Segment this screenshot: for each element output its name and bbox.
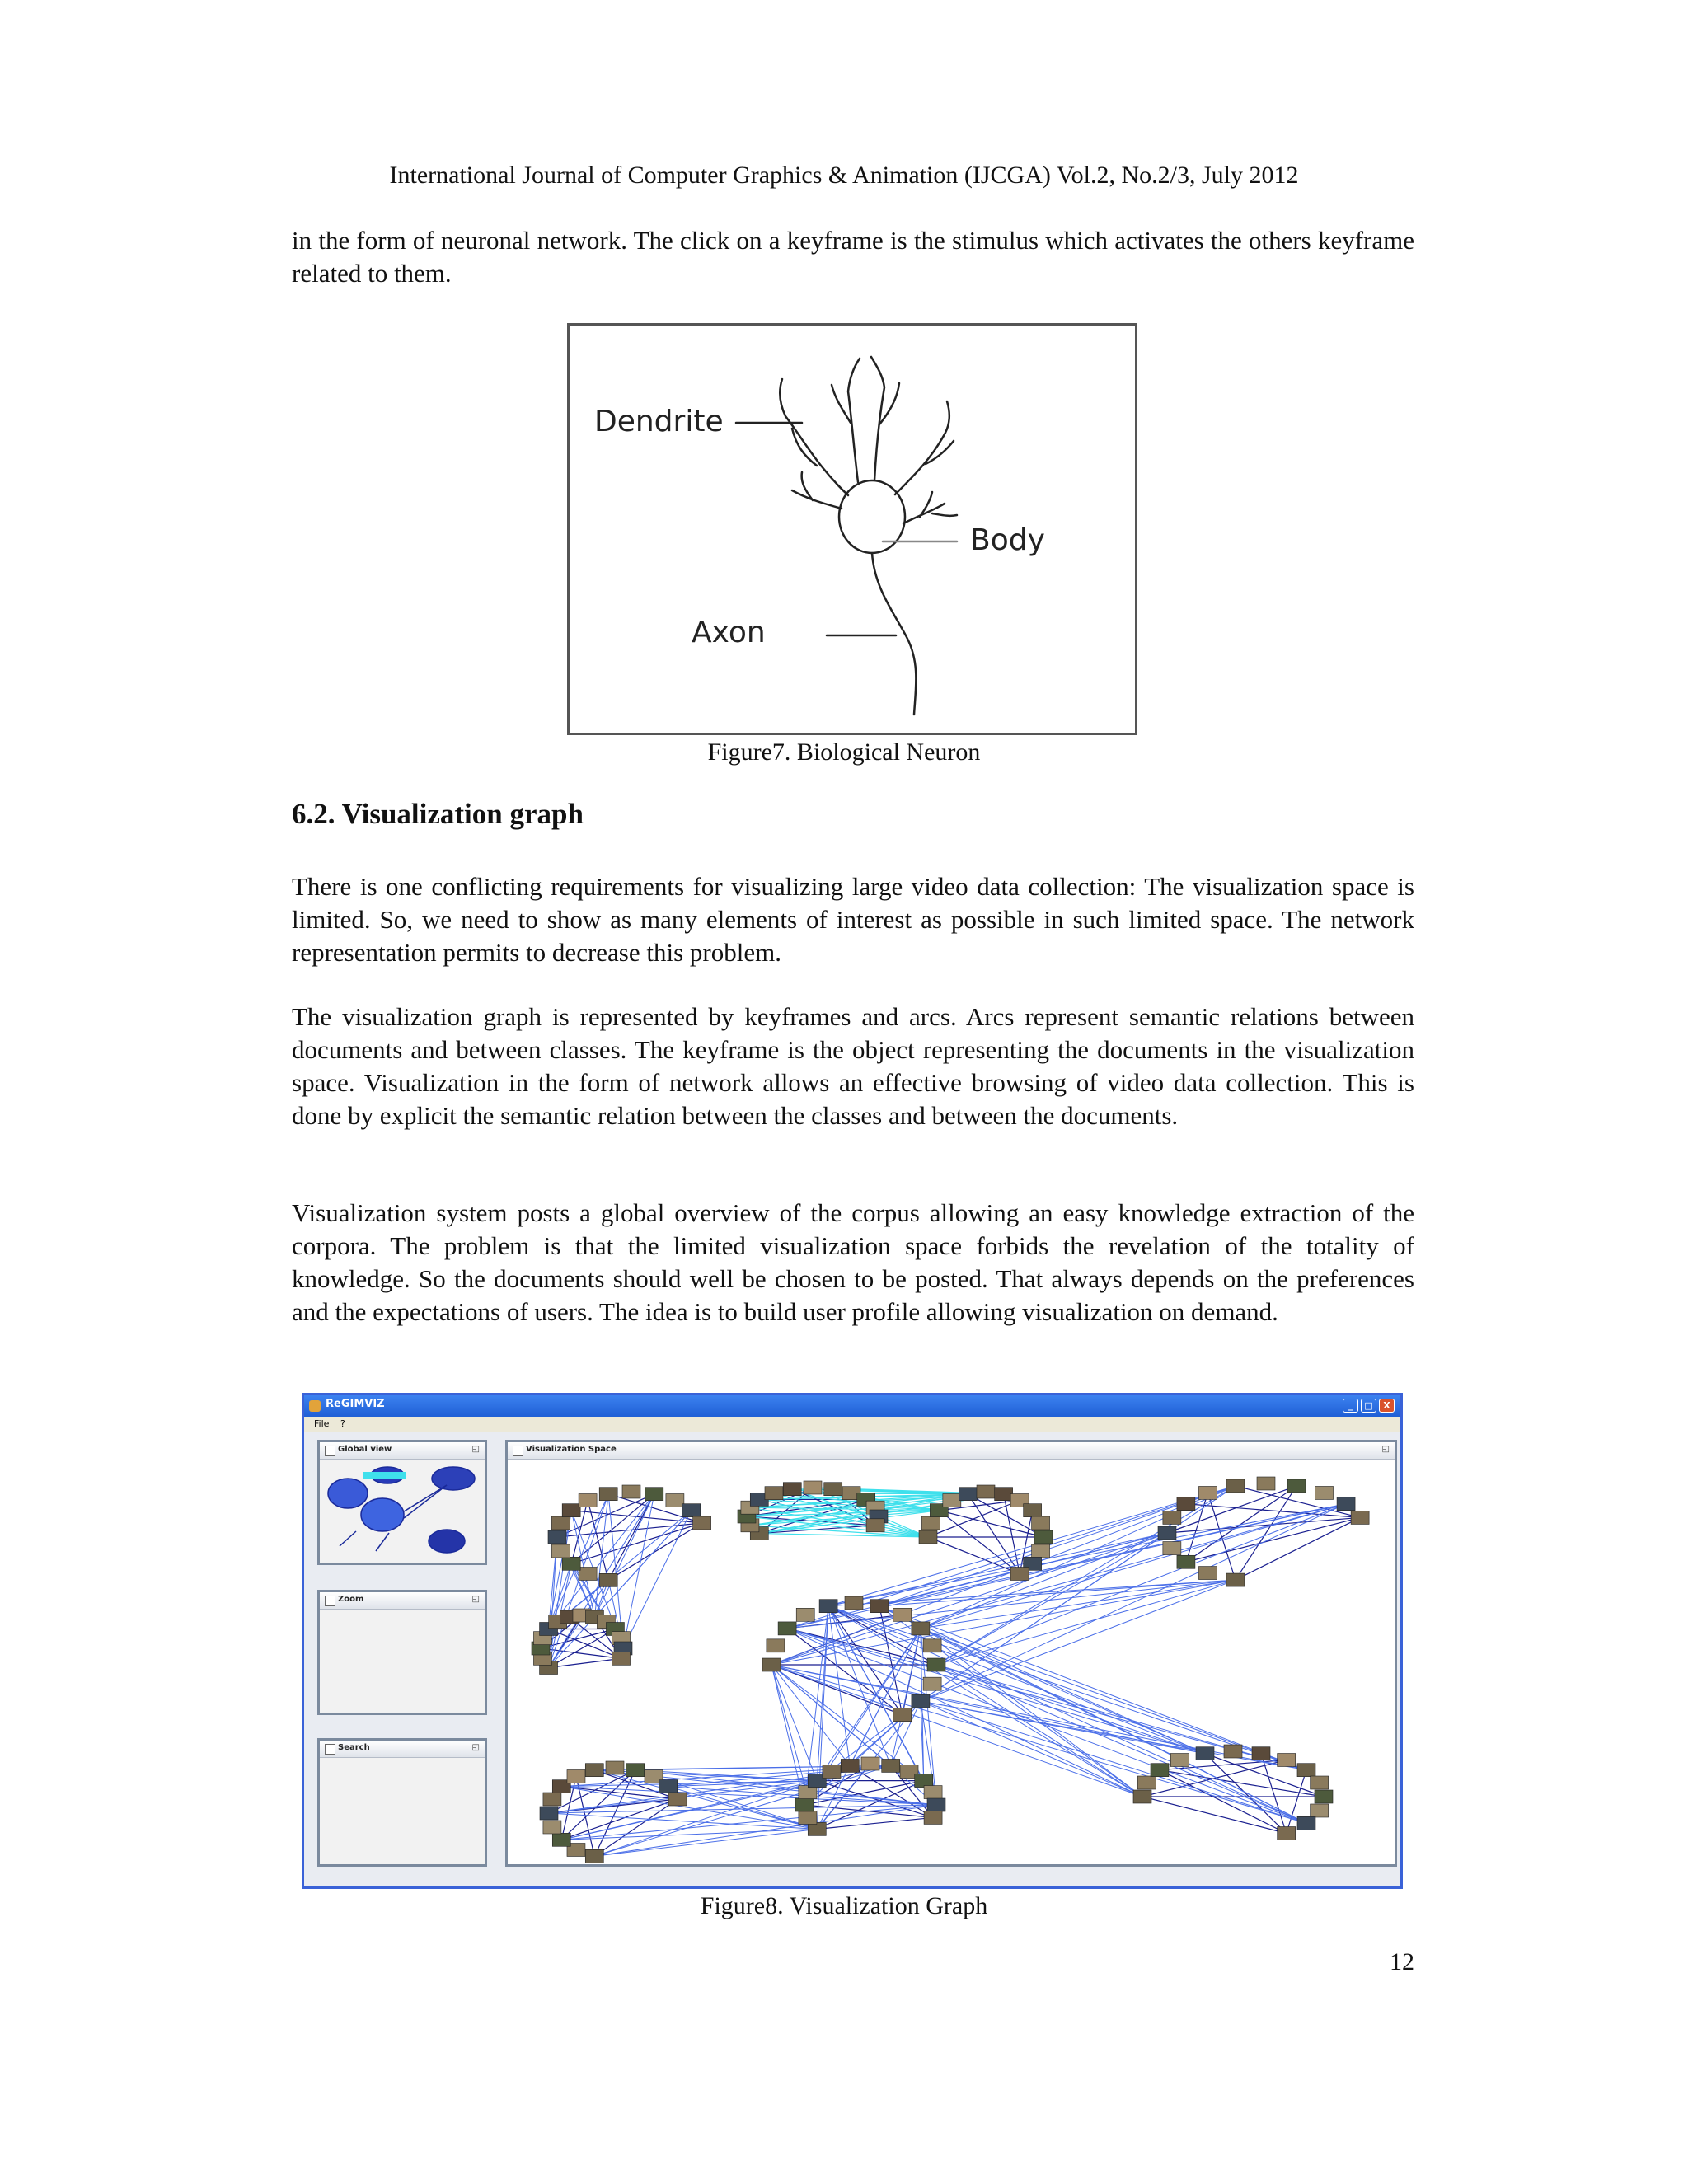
figure-7-biological-neuron bbox=[567, 323, 1137, 735]
intro-paragraph: in the form of neuronal network. The click on a keyframe is the stimulus which activates the others keyframe related to them. bbox=[292, 226, 1414, 288]
global-view-title: Global view bbox=[338, 1445, 392, 1454]
keyframe-thumbnail[interactable] bbox=[1177, 1497, 1195, 1511]
keyframe-thumbnail[interactable] bbox=[841, 1759, 859, 1772]
overview-cluster bbox=[429, 1530, 465, 1553]
panel-checkbox[interactable] bbox=[325, 1446, 335, 1456]
keyframe-thumbnail[interactable] bbox=[551, 1544, 570, 1558]
keyframe-thumbnail[interactable] bbox=[1198, 1567, 1217, 1580]
keyframe-thumbnail[interactable] bbox=[919, 1530, 937, 1544]
intra-cluster-arc bbox=[608, 1523, 701, 1580]
keyframe-thumbnail[interactable] bbox=[1252, 1747, 1270, 1760]
minimize-button[interactable]: _ bbox=[1343, 1399, 1358, 1413]
keyframe-thumbnail[interactable] bbox=[1034, 1530, 1053, 1544]
keyframe-thumbnail[interactable] bbox=[796, 1608, 814, 1621]
keyframe-thumbnail[interactable] bbox=[693, 1516, 711, 1530]
intra-cluster-arc bbox=[1236, 1517, 1360, 1580]
overview-cluster bbox=[361, 1498, 404, 1531]
keyframe-thumbnail[interactable] bbox=[1226, 1573, 1245, 1586]
keyframe-thumbnail[interactable] bbox=[668, 1793, 687, 1806]
overview-arc bbox=[404, 1485, 447, 1511]
keyframe-thumbnail[interactable] bbox=[562, 1557, 580, 1570]
inter-cluster-arc bbox=[921, 1504, 1346, 1701]
keyframe-thumbnail[interactable] bbox=[870, 1600, 889, 1613]
maximize-button[interactable]: □ bbox=[1361, 1399, 1376, 1413]
paragraph-1: There is one conflicting requirements for visualizing large video data collection: The visualization space is limited. So, we need to show as many elements of interest as possible in such limited space. The network representation permits to decrease this problem. bbox=[292, 872, 1414, 967]
keyframe-thumbnail[interactable] bbox=[921, 1516, 940, 1530]
inter-cluster-arc bbox=[787, 1629, 1306, 1823]
inter-cluster-arc bbox=[771, 1504, 1346, 1665]
dendrite-branch-3 bbox=[871, 357, 899, 480]
keyframe-thumbnail[interactable] bbox=[765, 1487, 783, 1500]
keyframe-thumbnail[interactable] bbox=[622, 1485, 640, 1498]
keyframe-thumbnail[interactable] bbox=[1163, 1511, 1181, 1524]
keyframe-thumbnail[interactable] bbox=[866, 1519, 884, 1532]
inter-cluster-arc bbox=[921, 1629, 1205, 1754]
keyframe-thumbnail[interactable] bbox=[645, 1488, 663, 1501]
keyframe-thumbnail[interactable] bbox=[543, 1793, 561, 1806]
overview-arc bbox=[376, 1533, 389, 1551]
keyframe-thumbnail[interactable] bbox=[659, 1780, 678, 1793]
keyframe-thumbnail[interactable] bbox=[1287, 1479, 1306, 1493]
keyframe-thumbnail[interactable] bbox=[682, 1504, 701, 1517]
axon-shape bbox=[872, 553, 916, 715]
inter-cluster-arc bbox=[936, 1486, 1236, 1665]
keyframe-thumbnail[interactable] bbox=[1337, 1497, 1355, 1511]
keyframe-thumbnail[interactable] bbox=[778, 1622, 796, 1635]
keyframe-thumbnail[interactable] bbox=[1032, 1544, 1050, 1558]
keyframe-thumbnail[interactable] bbox=[893, 1708, 912, 1722]
keyframe-thumbnail[interactable] bbox=[585, 1764, 603, 1777]
keyframe-thumbnail[interactable] bbox=[1226, 1479, 1245, 1493]
inter-cluster-arc bbox=[921, 1701, 1306, 1823]
keyframe-thumbnail[interactable] bbox=[783, 1483, 801, 1496]
keyframe-thumbnail[interactable] bbox=[924, 1786, 942, 1799]
app-icon bbox=[309, 1400, 321, 1412]
dendrite-branch-1 bbox=[780, 379, 848, 495]
keyframe-thumbnail[interactable] bbox=[762, 1658, 781, 1671]
keyframe-thumbnail[interactable] bbox=[819, 1600, 837, 1613]
keyframe-thumbnail[interactable] bbox=[808, 1822, 826, 1835]
maximize-icon[interactable]: ◱ bbox=[471, 1445, 480, 1454]
visualization-space-panel[interactable] bbox=[505, 1440, 1397, 1867]
maximize-icon[interactable]: ◱ bbox=[1381, 1445, 1390, 1454]
keyframe-thumbnail[interactable] bbox=[923, 1677, 941, 1690]
keyframe-thumbnail[interactable] bbox=[1351, 1511, 1369, 1524]
keyframe-thumbnail[interactable] bbox=[1158, 1526, 1176, 1540]
keyframe-thumbnail[interactable] bbox=[1024, 1504, 1042, 1517]
keyframe-thumbnail[interactable] bbox=[599, 1573, 617, 1586]
inter-cluster-arc bbox=[936, 1665, 1205, 1754]
keyframe-thumbnail[interactable] bbox=[1224, 1745, 1242, 1758]
keyframe-thumbnail[interactable] bbox=[579, 1567, 597, 1580]
figure-8-caption: Figure8. Visualization Graph bbox=[700, 1892, 988, 1919]
dendrite-branch-5 bbox=[792, 472, 842, 509]
neuron-drawing bbox=[570, 326, 1135, 733]
keyframe-thumbnail[interactable] bbox=[823, 1765, 841, 1779]
inter-cluster-arc bbox=[594, 1511, 691, 1617]
keyframe-thumbnail[interactable] bbox=[927, 1658, 945, 1671]
intra-cluster-arc bbox=[817, 1817, 933, 1829]
keyframe-thumbnail[interactable] bbox=[912, 1694, 930, 1708]
inter-cluster-arc bbox=[561, 1805, 936, 1840]
inter-cluster-arc bbox=[921, 1701, 1306, 1770]
keyframe-thumbnail[interactable] bbox=[959, 1488, 977, 1501]
dendrite-branch-4 bbox=[895, 401, 954, 494]
keyframe-thumbnail[interactable] bbox=[1278, 1754, 1296, 1767]
menu-file[interactable]: File bbox=[314, 1418, 330, 1429]
keyframe-thumbnail[interactable] bbox=[567, 1770, 585, 1783]
keyframe-thumbnail[interactable] bbox=[1315, 1486, 1334, 1499]
keyframe-thumbnail[interactable] bbox=[893, 1608, 912, 1621]
keyframe-thumbnail[interactable] bbox=[1257, 1477, 1275, 1490]
keyframe-thumbnail[interactable] bbox=[1315, 1790, 1333, 1803]
intra-cluster-arc bbox=[549, 1658, 621, 1667]
keyframe-thumbnail[interactable] bbox=[1170, 1754, 1189, 1767]
menu-help[interactable]: ? bbox=[340, 1418, 345, 1429]
panel-header bbox=[320, 1592, 485, 1610]
keyframe-thumbnail[interactable] bbox=[861, 1757, 879, 1770]
keyframe-thumbnail[interactable] bbox=[915, 1774, 933, 1788]
maximize-icon[interactable]: ◱ bbox=[471, 1743, 480, 1752]
keyframe-thumbnail[interactable] bbox=[562, 1504, 580, 1517]
intra-cluster-arc bbox=[1160, 1770, 1287, 1834]
global-view-panel[interactable] bbox=[317, 1440, 487, 1565]
menu-bar bbox=[304, 1417, 1400, 1432]
keyframe-thumbnail[interactable] bbox=[799, 1811, 817, 1824]
keyframe-thumbnail[interactable] bbox=[912, 1622, 930, 1635]
inter-cluster-arc bbox=[936, 1665, 1306, 1823]
inter-cluster-arc bbox=[936, 1665, 1142, 1797]
keyframe-thumbnail[interactable] bbox=[1032, 1516, 1050, 1530]
panel-header bbox=[320, 1741, 485, 1758]
intra-cluster-arc bbox=[549, 1629, 616, 1667]
inter-cluster-arc bbox=[817, 1606, 828, 1781]
search-title: Search bbox=[338, 1743, 370, 1752]
dendrite-branch-6 bbox=[903, 492, 957, 523]
keyframe-thumbnail[interactable] bbox=[540, 1807, 558, 1820]
dendrite-label: Dendrite bbox=[594, 405, 724, 438]
keyframe-thumbnail[interactable] bbox=[1297, 1764, 1315, 1777]
keyframe-thumbnail[interactable] bbox=[666, 1494, 684, 1507]
inter-cluster-arc bbox=[594, 1494, 654, 1617]
paragraph-2: The visualization graph is represented by keyframes and arcs. Arcs represent semantic relations between documents and between classes. The keyframe is the object representing the documents in the visualization space. Visualization in the form of network allows an effective browsing of video data collection. This is done by explicit the semantic relation between the classes and between the documents. bbox=[292, 1002, 1414, 1130]
body-label: Body bbox=[970, 523, 1045, 557]
inter-cluster-arc bbox=[879, 1504, 1346, 1606]
intra-cluster-arc bbox=[1236, 1486, 1296, 1580]
window-titlebar bbox=[304, 1395, 1400, 1417]
keyframe-thumbnail[interactable] bbox=[1311, 1776, 1329, 1789]
paragraph-3: Visualization system posts a global overview of the corpus allowing an easy knowledge extraction of the corpora. The problem is that the limited visualization space forbids the revelation of the totality of knowledge. So the documents should well be chosen to be posted. That always depends on the preferences and the expectations of users. The idea is to build user profile allowing visualization on demand. bbox=[292, 1198, 1414, 1326]
keyframe-thumbnail[interactable] bbox=[551, 1516, 570, 1530]
visualization-space-title: Visualization Space bbox=[526, 1445, 617, 1454]
keyframe-thumbnail[interactable] bbox=[1163, 1542, 1181, 1555]
keyframe-thumbnail[interactable] bbox=[927, 1798, 945, 1811]
inter-cluster-arc bbox=[549, 1813, 817, 1829]
keyframe-thumbnail[interactable] bbox=[585, 1849, 603, 1863]
keyframe-thumbnail[interactable] bbox=[767, 1639, 785, 1652]
keyframe-thumbnail[interactable] bbox=[1278, 1826, 1296, 1840]
keyframe-thumbnail[interactable] bbox=[1010, 1567, 1029, 1580]
keyframe-thumbnail[interactable] bbox=[606, 1761, 624, 1774]
keyframe-thumbnail[interactable] bbox=[924, 1811, 942, 1824]
figure-8-visualization-graph bbox=[302, 1393, 1403, 1889]
zoom-title: Zoom bbox=[338, 1595, 364, 1604]
keyframe-thumbnail[interactable] bbox=[795, 1798, 814, 1811]
inter-cluster-arc bbox=[623, 1511, 692, 1648]
inter-cluster-arc bbox=[921, 1629, 1142, 1797]
overview-cluster bbox=[328, 1479, 368, 1508]
keyframe-thumbnail[interactable] bbox=[1133, 1790, 1151, 1803]
keyframe-thumbnail[interactable] bbox=[804, 1481, 822, 1494]
dendrite-branch-2 bbox=[832, 359, 860, 482]
keyframe-thumbnail[interactable] bbox=[977, 1485, 995, 1498]
keyframe-thumbnail[interactable] bbox=[626, 1764, 645, 1777]
inter-cluster-arc bbox=[921, 1629, 1306, 1770]
intra-cluster-arc bbox=[928, 1537, 1020, 1573]
overview-arc bbox=[404, 1485, 447, 1518]
keyframe-thumbnail[interactable] bbox=[1311, 1804, 1329, 1817]
zoom-panel[interactable] bbox=[317, 1590, 487, 1715]
panel-checkbox[interactable] bbox=[513, 1446, 523, 1456]
keyframe-thumbnail[interactable] bbox=[612, 1652, 631, 1665]
intra-cluster-arc bbox=[939, 1511, 1020, 1574]
keyframe-thumbnail[interactable] bbox=[599, 1488, 617, 1501]
keyframe-thumbnail[interactable] bbox=[799, 1786, 817, 1799]
keyframe-thumbnail[interactable] bbox=[1151, 1764, 1169, 1777]
section-heading: 6.2. Visualization graph bbox=[292, 798, 584, 830]
inter-cluster-arc bbox=[921, 1580, 1236, 1629]
keyframe-thumbnail[interactable] bbox=[548, 1530, 566, 1544]
intra-cluster-arc bbox=[817, 1781, 923, 1830]
global-view-thumbnail bbox=[323, 1460, 481, 1561]
overview-cluster bbox=[432, 1467, 475, 1490]
panel-header bbox=[508, 1442, 1395, 1460]
keyframe-thumbnail[interactable] bbox=[995, 1488, 1013, 1501]
panel-header bbox=[320, 1442, 485, 1460]
panel-checkbox[interactable] bbox=[325, 1744, 335, 1755]
keyframe-thumbnail[interactable] bbox=[923, 1639, 941, 1652]
keyframe-thumbnail[interactable] bbox=[943, 1494, 961, 1507]
keyframe-thumbnail[interactable] bbox=[882, 1759, 900, 1772]
keyframe-thumbnail[interactable] bbox=[1198, 1486, 1217, 1499]
panel-checkbox[interactable] bbox=[325, 1596, 335, 1606]
keyframe-thumbnail[interactable] bbox=[543, 1821, 561, 1834]
keyframe-thumbnail[interactable] bbox=[1177, 1555, 1195, 1568]
inter-cluster-arc bbox=[936, 1504, 1346, 1665]
overview-arc bbox=[340, 1531, 356, 1546]
keyframe-thumbnail[interactable] bbox=[845, 1596, 863, 1610]
search-panel[interactable] bbox=[317, 1738, 487, 1867]
running-header: International Journal of Computer Graphics & Animation (IJCGA) Vol.2, No.2/3, July 2012 bbox=[389, 162, 1299, 189]
keyframe-thumbnail[interactable] bbox=[1297, 1816, 1315, 1830]
keyframe-thumbnail[interactable] bbox=[1196, 1747, 1214, 1760]
axon-label: Axon bbox=[692, 616, 766, 649]
close-button[interactable]: X bbox=[1379, 1399, 1395, 1413]
page-number: 12 bbox=[1390, 1948, 1414, 1975]
keyframe-network-graph bbox=[508, 1459, 1395, 1864]
maximize-icon[interactable]: ◱ bbox=[471, 1595, 480, 1604]
keyframe-thumbnail[interactable] bbox=[579, 1494, 597, 1507]
keyframe-thumbnail[interactable] bbox=[552, 1833, 570, 1846]
figure-7-caption: Figure7. Biological Neuron bbox=[707, 738, 981, 766]
window-title: ReGIMVIZ bbox=[326, 1398, 385, 1410]
keyframe-thumbnail[interactable] bbox=[1137, 1776, 1156, 1789]
keyframe-thumbnail[interactable] bbox=[824, 1483, 842, 1496]
